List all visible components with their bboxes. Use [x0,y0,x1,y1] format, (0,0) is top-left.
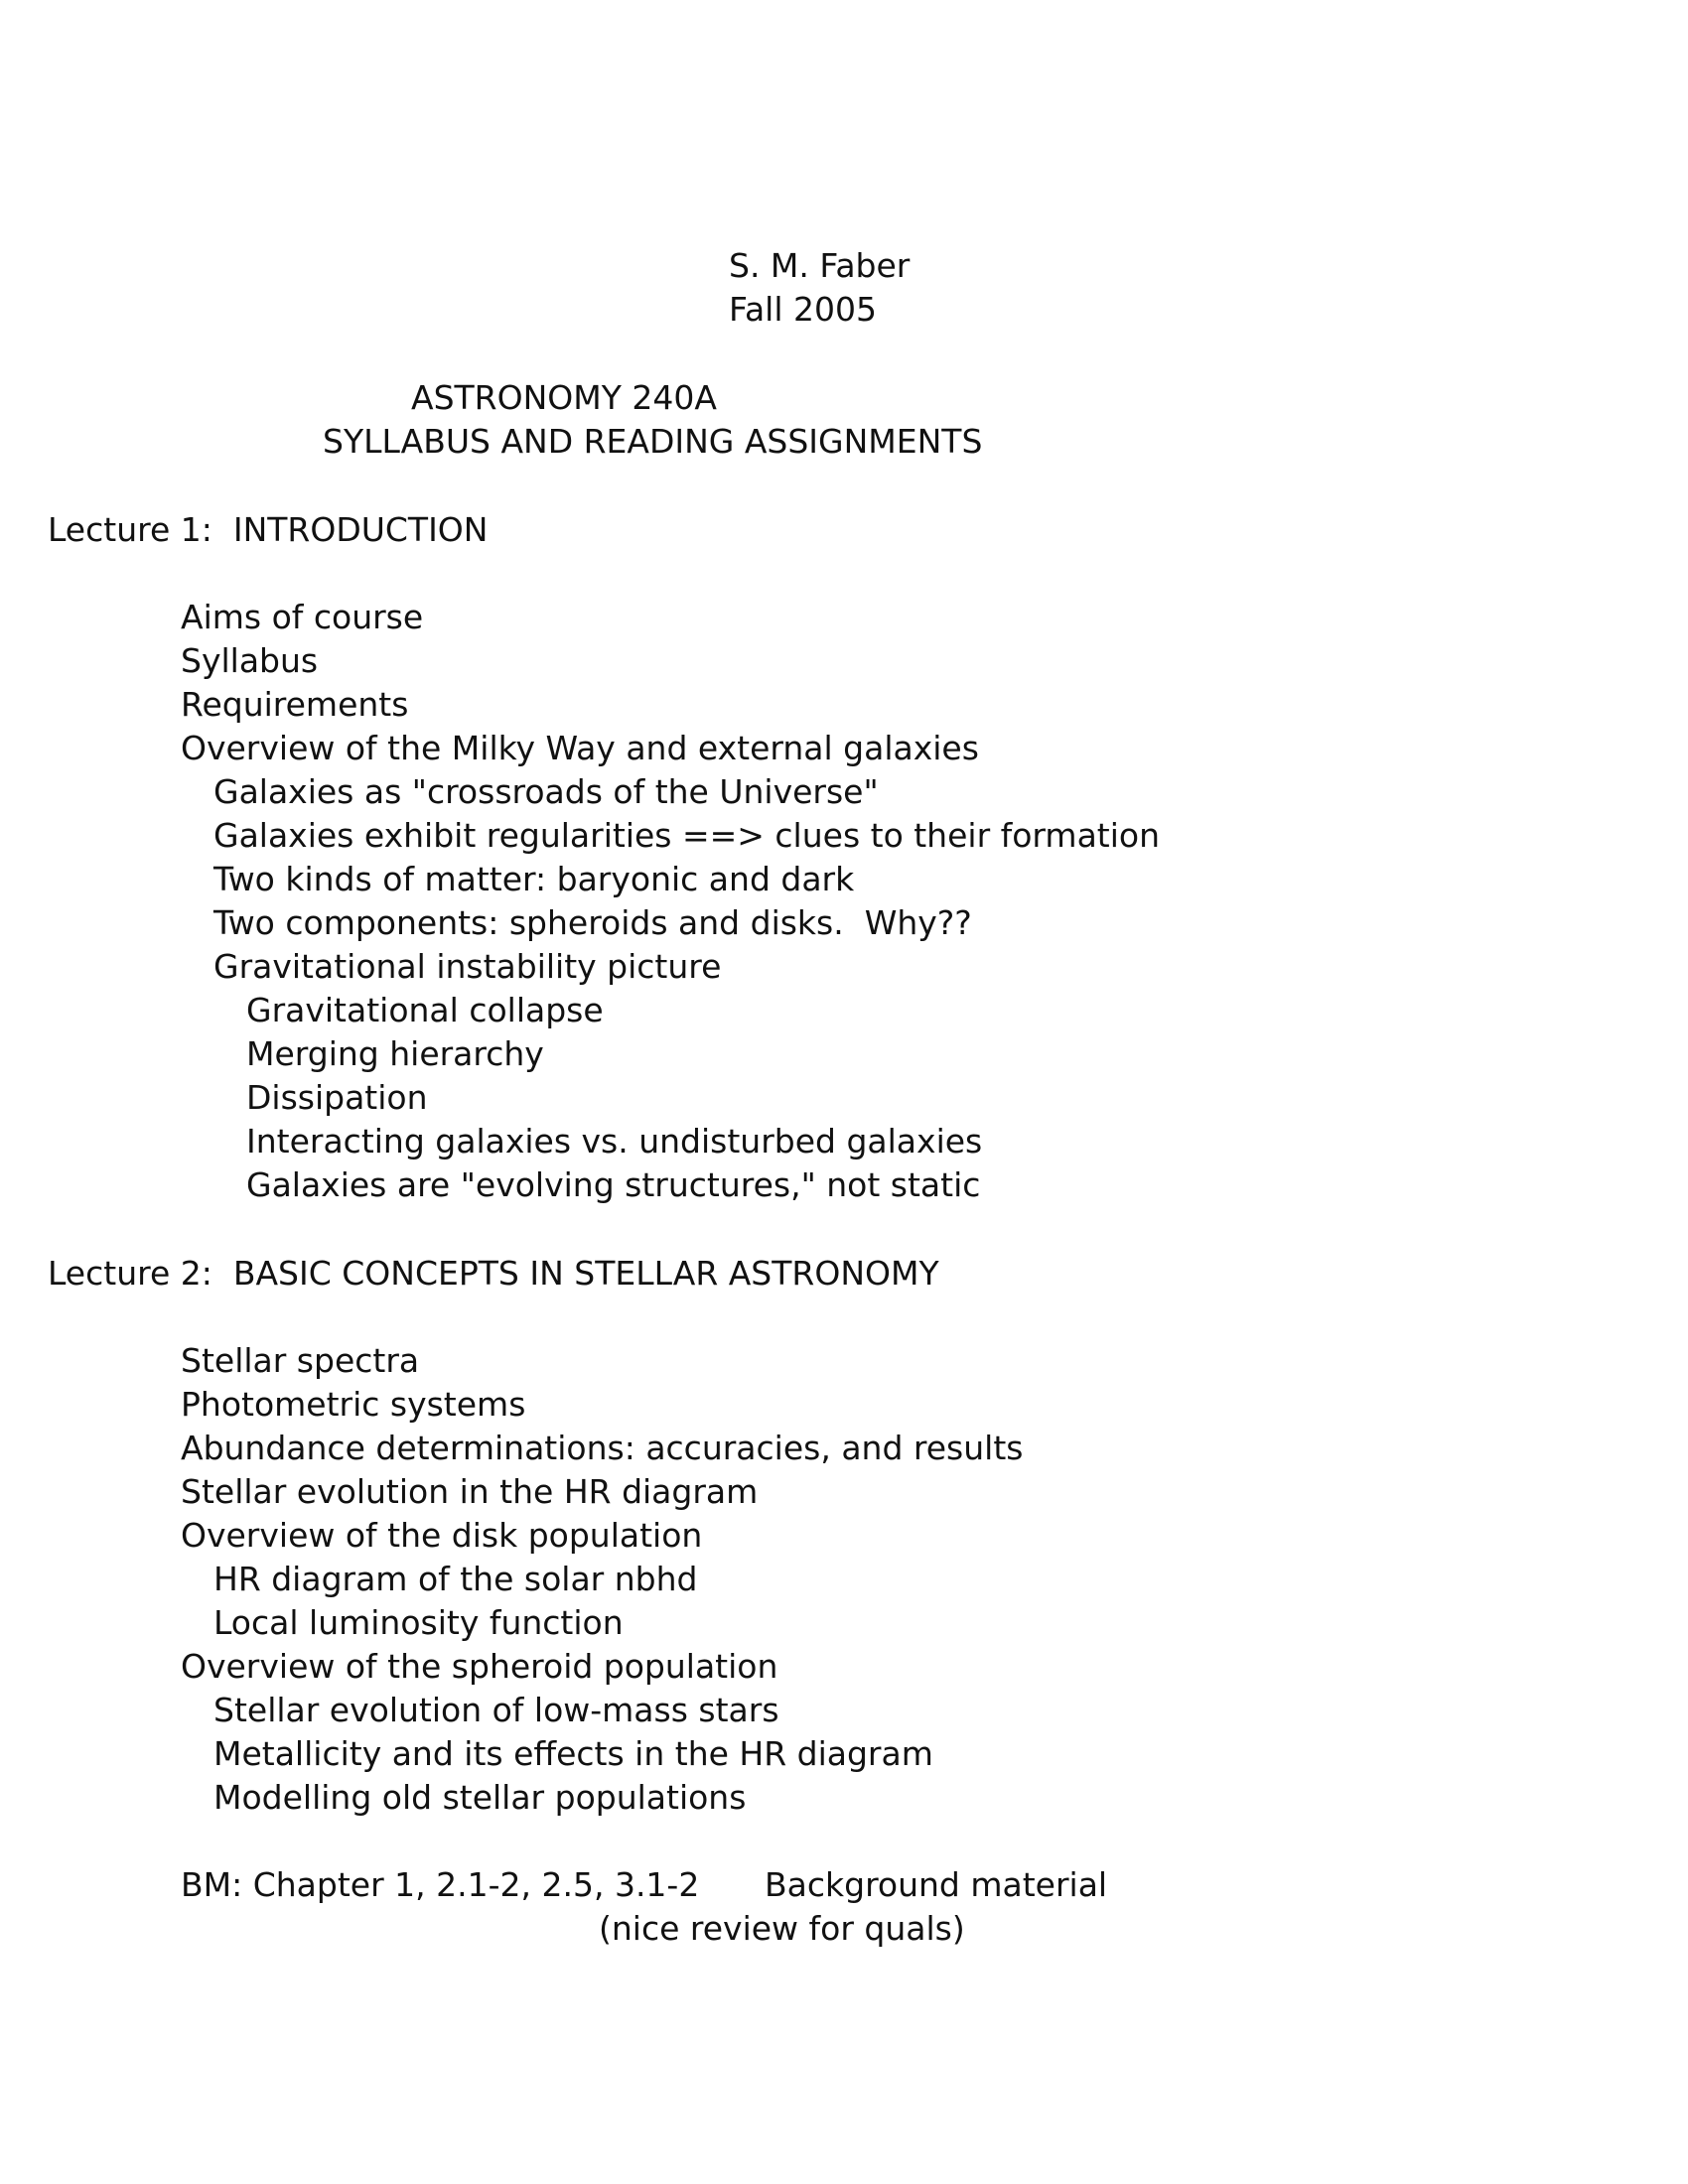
lecture-2-heading: Lecture 2: BASIC CONCEPTS IN STELLAR ASTRONOMY [48,1254,939,1293]
list-item: Galaxies are "evolving structures," not static [246,1165,981,1204]
list-item: Syllabus [181,641,319,680]
list-item: Two kinds of matter: baryonic and dark [213,860,855,898]
reading-note: (nice review for quals) [599,1909,965,1948]
list-item: Aims of course [181,598,424,636]
list-item: Stellar evolution in the HR diagram [181,1472,759,1511]
list-item: Stellar evolution of low-mass stars [213,1691,779,1729]
list-item: Overview of the disk population [181,1516,703,1555]
reading-label: Background material [765,1865,1108,1904]
list-item: Galaxies as "crossroads of the Universe" [213,772,879,811]
list-item: Gravitational instability picture [213,947,722,986]
list-item: Modelling old stellar populations [213,1778,747,1817]
list-item: Local luminosity function [213,1603,624,1642]
list-item: HR diagram of the solar nbhd [213,1560,698,1598]
course-title: ASTRONOMY 240A [411,378,717,417]
list-item: Merging hierarchy [246,1034,544,1073]
term: Fall 2005 [729,290,877,329]
list-item: Overview of the spheroid population [181,1647,778,1686]
document-subtitle: SYLLABUS AND READING ASSIGNMENTS [323,422,983,461]
list-item: Metallicity and its effects in the HR diagram [213,1734,933,1773]
list-item: Requirements [181,685,409,724]
list-item: Overview of the Milky Way and external galaxies [181,729,979,767]
list-item: Gravitational collapse [246,991,604,1029]
list-item: Photometric systems [181,1385,526,1424]
lecture-1-heading: Lecture 1: INTRODUCTION [48,510,489,549]
list-item: Interacting galaxies vs. undisturbed galaxies [246,1122,983,1160]
list-item: Dissipation [246,1078,428,1117]
list-item: Two components: spheroids and disks. Why?? [213,903,972,942]
list-item: Galaxies exhibit regularities ==> clues to their formation [213,816,1161,855]
list-item: Abundance determinations: accuracies, and results [181,1429,1024,1467]
reading-chapters: BM: Chapter 1, 2.1-2, 2.5, 3.1-2 [181,1865,700,1904]
list-item: Stellar spectra [181,1341,420,1380]
author-name: S. M. Faber [729,246,911,285]
